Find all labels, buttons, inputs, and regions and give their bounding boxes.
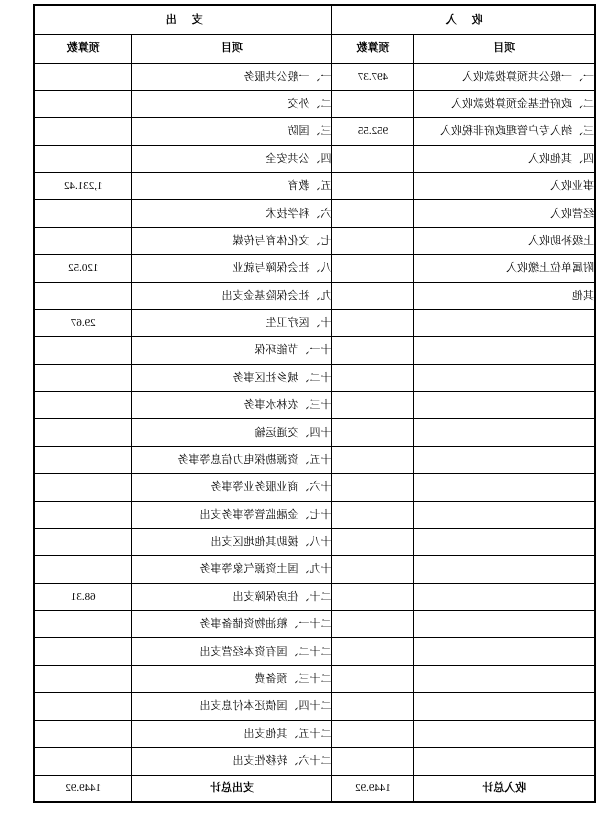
income-budget-cell [332, 665, 414, 692]
expense-budget-cell [34, 118, 132, 145]
table-row [34, 309, 595, 336]
expense-item-cell: 五、教育 [132, 173, 332, 200]
income-budget-cell [332, 282, 414, 309]
expense-item-cell: 一、一般公共服务 [132, 63, 332, 90]
income-budget-cell [332, 200, 414, 227]
expense-budget-cell [34, 720, 132, 747]
expense-item-cell: 十七、金融监管等事务支出 [132, 501, 332, 528]
expense-budget-cell [34, 337, 132, 364]
expense-budget-cell [34, 63, 132, 90]
expense-item-cell: 十五、资源勘探电力信息等事务 [132, 446, 332, 473]
income-section-header: 收 入 [332, 5, 595, 34]
table-footer [34, 775, 595, 802]
expense-item-cell: 十、医疗卫生 [132, 309, 332, 336]
expense-budget-cell [34, 474, 132, 501]
income-item-cell: 事业收入 [414, 173, 595, 200]
table-row [34, 63, 595, 90]
expense-budget-cell [34, 145, 132, 172]
expense-budget-cell [34, 392, 132, 419]
budget-table [33, 4, 596, 803]
income-budget-cell [332, 720, 414, 747]
expense-item-cell: 二十、住房保障支出 [132, 583, 332, 610]
income-item-cell: 一、一般公共预算拨款收入 [414, 63, 595, 90]
table-body [34, 63, 595, 775]
expense-total-label: 支出总计 [132, 775, 332, 802]
income-item-cell [414, 720, 595, 747]
income-budget-cell [332, 501, 414, 528]
expense-budget-cell [34, 501, 132, 528]
totals-row [34, 775, 595, 802]
table-row [34, 337, 595, 364]
income-item-cell [414, 665, 595, 692]
expense-item-cell: 九、社会保险基金支出 [132, 282, 332, 309]
expense-item-cell: 六、科学技术 [132, 200, 332, 227]
income-budget-cell [332, 474, 414, 501]
income-item-cell [414, 474, 595, 501]
income-budget-cell [332, 528, 414, 555]
expense-budget-cell [34, 419, 132, 446]
income-budget-cell [332, 337, 414, 364]
income-budget-cell: 497.37 [332, 63, 414, 90]
table-row [34, 693, 595, 720]
expense-item-column-header: 项目 [132, 34, 332, 63]
expense-item-cell: 二十五、其他支出 [132, 720, 332, 747]
expense-budget-column-header: 预算数 [34, 34, 132, 63]
expense-item-cell: 三、国防 [132, 118, 332, 145]
income-item-cell: 上级补助收入 [414, 227, 595, 254]
table-row [34, 583, 595, 610]
income-budget-cell [332, 227, 414, 254]
income-item-cell [414, 364, 595, 391]
income-budget-cell [332, 747, 414, 775]
table-row [34, 556, 595, 583]
income-budget-cell [332, 556, 414, 583]
income-budget-cell [332, 446, 414, 473]
income-item-cell [414, 309, 595, 336]
income-item-cell [414, 501, 595, 528]
expense-item-cell: 八、社会保障与就业 [132, 255, 332, 282]
table-row [34, 474, 595, 501]
expense-item-cell: 十六、商业服务业等事务 [132, 474, 332, 501]
income-budget-cell: 952.55 [332, 118, 414, 145]
income-item-cell: 附属单位上缴收入 [414, 255, 595, 282]
table-row [34, 446, 595, 473]
expense-item-cell: 二十四、国债还本付息支出 [132, 693, 332, 720]
expense-item-cell: 十三、农林水事务 [132, 392, 332, 419]
expense-budget-cell [34, 200, 132, 227]
table-row [34, 528, 595, 555]
expense-budget-cell [34, 227, 132, 254]
table-row [34, 392, 595, 419]
income-total-amount: 1449.92 [332, 775, 414, 802]
expense-budget-cell: 1,231.42 [34, 173, 132, 200]
table-row [34, 282, 595, 309]
table-row [34, 720, 595, 747]
expense-item-cell: 四、公共安全 [132, 145, 332, 172]
expense-budget-cell [34, 282, 132, 309]
table-row [34, 255, 595, 282]
table-row [34, 227, 595, 254]
table-row [34, 90, 595, 117]
income-item-cell [414, 693, 595, 720]
income-item-cell [414, 337, 595, 364]
income-budget-cell [332, 693, 414, 720]
column-header-row [34, 34, 595, 63]
income-item-column-header: 项目 [414, 34, 595, 63]
expense-item-cell: 七、文化体育与传媒 [132, 227, 332, 254]
expense-budget-cell [34, 446, 132, 473]
income-budget-cell [332, 255, 414, 282]
expense-budget-cell [34, 665, 132, 692]
table-row [34, 611, 595, 638]
income-item-cell [414, 528, 595, 555]
expense-budget-cell [34, 528, 132, 555]
income-budget-cell [332, 90, 414, 117]
income-budget-cell [332, 364, 414, 391]
table-header [34, 5, 595, 63]
table-row [34, 419, 595, 446]
table-row [34, 200, 595, 227]
income-budget-cell [332, 419, 414, 446]
expense-budget-cell: 29.67 [34, 309, 132, 336]
income-budget-cell [332, 611, 414, 638]
income-budget-cell [332, 392, 414, 419]
expense-item-cell: 二十二、国有资本经营支出 [132, 638, 332, 665]
expense-item-cell: 十八、援助其他地区支出 [132, 528, 332, 555]
expense-budget-cell: 120.52 [34, 255, 132, 282]
table-row [34, 747, 595, 775]
expense-budget-cell [34, 611, 132, 638]
income-item-cell [414, 611, 595, 638]
income-item-cell: 经营收入 [414, 200, 595, 227]
table-row [34, 173, 595, 200]
income-budget-cell [332, 583, 414, 610]
expense-budget-cell [34, 556, 132, 583]
expense-item-cell: 十二、城乡社区事务 [132, 364, 332, 391]
expense-budget-cell: 68.31 [34, 583, 132, 610]
income-item-cell [414, 419, 595, 446]
expense-section-header: 支 出 [34, 5, 332, 34]
income-budget-cell [332, 638, 414, 665]
income-budget-cell [332, 173, 414, 200]
income-item-cell: 其他 [414, 282, 595, 309]
expense-budget-cell [34, 693, 132, 720]
income-item-cell [414, 556, 595, 583]
income-item-cell [414, 446, 595, 473]
income-item-cell [414, 638, 595, 665]
income-item-cell [414, 583, 595, 610]
income-budget-column-header: 预算数 [332, 34, 414, 63]
expense-budget-cell [34, 90, 132, 117]
mirrored-sheet [35, 4, 596, 803]
income-item-cell [414, 747, 595, 775]
table-row [34, 638, 595, 665]
income-total-label: 收入总计 [414, 775, 595, 802]
expense-budget-cell [34, 747, 132, 775]
expense-item-cell: 二十六、转移性支出 [132, 747, 332, 775]
income-budget-cell [332, 145, 414, 172]
expense-item-cell: 二十一、粮油物资储备事务 [132, 611, 332, 638]
table-row [34, 501, 595, 528]
income-item-cell: 二、政府性基金预算拨款收入 [414, 90, 595, 117]
expense-item-cell: 十九、国土资源气象等事务 [132, 556, 332, 583]
section-header-row [34, 5, 595, 34]
expense-total-amount: 1449.92 [34, 775, 132, 802]
expense-item-cell: 十四、交通运输 [132, 419, 332, 446]
income-item-cell: 四、其他收入 [414, 145, 595, 172]
expense-budget-cell [34, 638, 132, 665]
income-item-cell [414, 392, 595, 419]
expense-item-cell: 十一、节能环保 [132, 337, 332, 364]
expense-item-cell: 二、外交 [132, 90, 332, 117]
expense-item-cell: 二十三、预备费 [132, 665, 332, 692]
income-item-cell: 三、纳入专户管理政府非税收入 [414, 118, 595, 145]
table-row [34, 145, 595, 172]
table-row [34, 665, 595, 692]
table-row [34, 118, 595, 145]
table-row [34, 364, 595, 391]
expense-budget-cell [34, 364, 132, 391]
income-budget-cell [332, 309, 414, 336]
